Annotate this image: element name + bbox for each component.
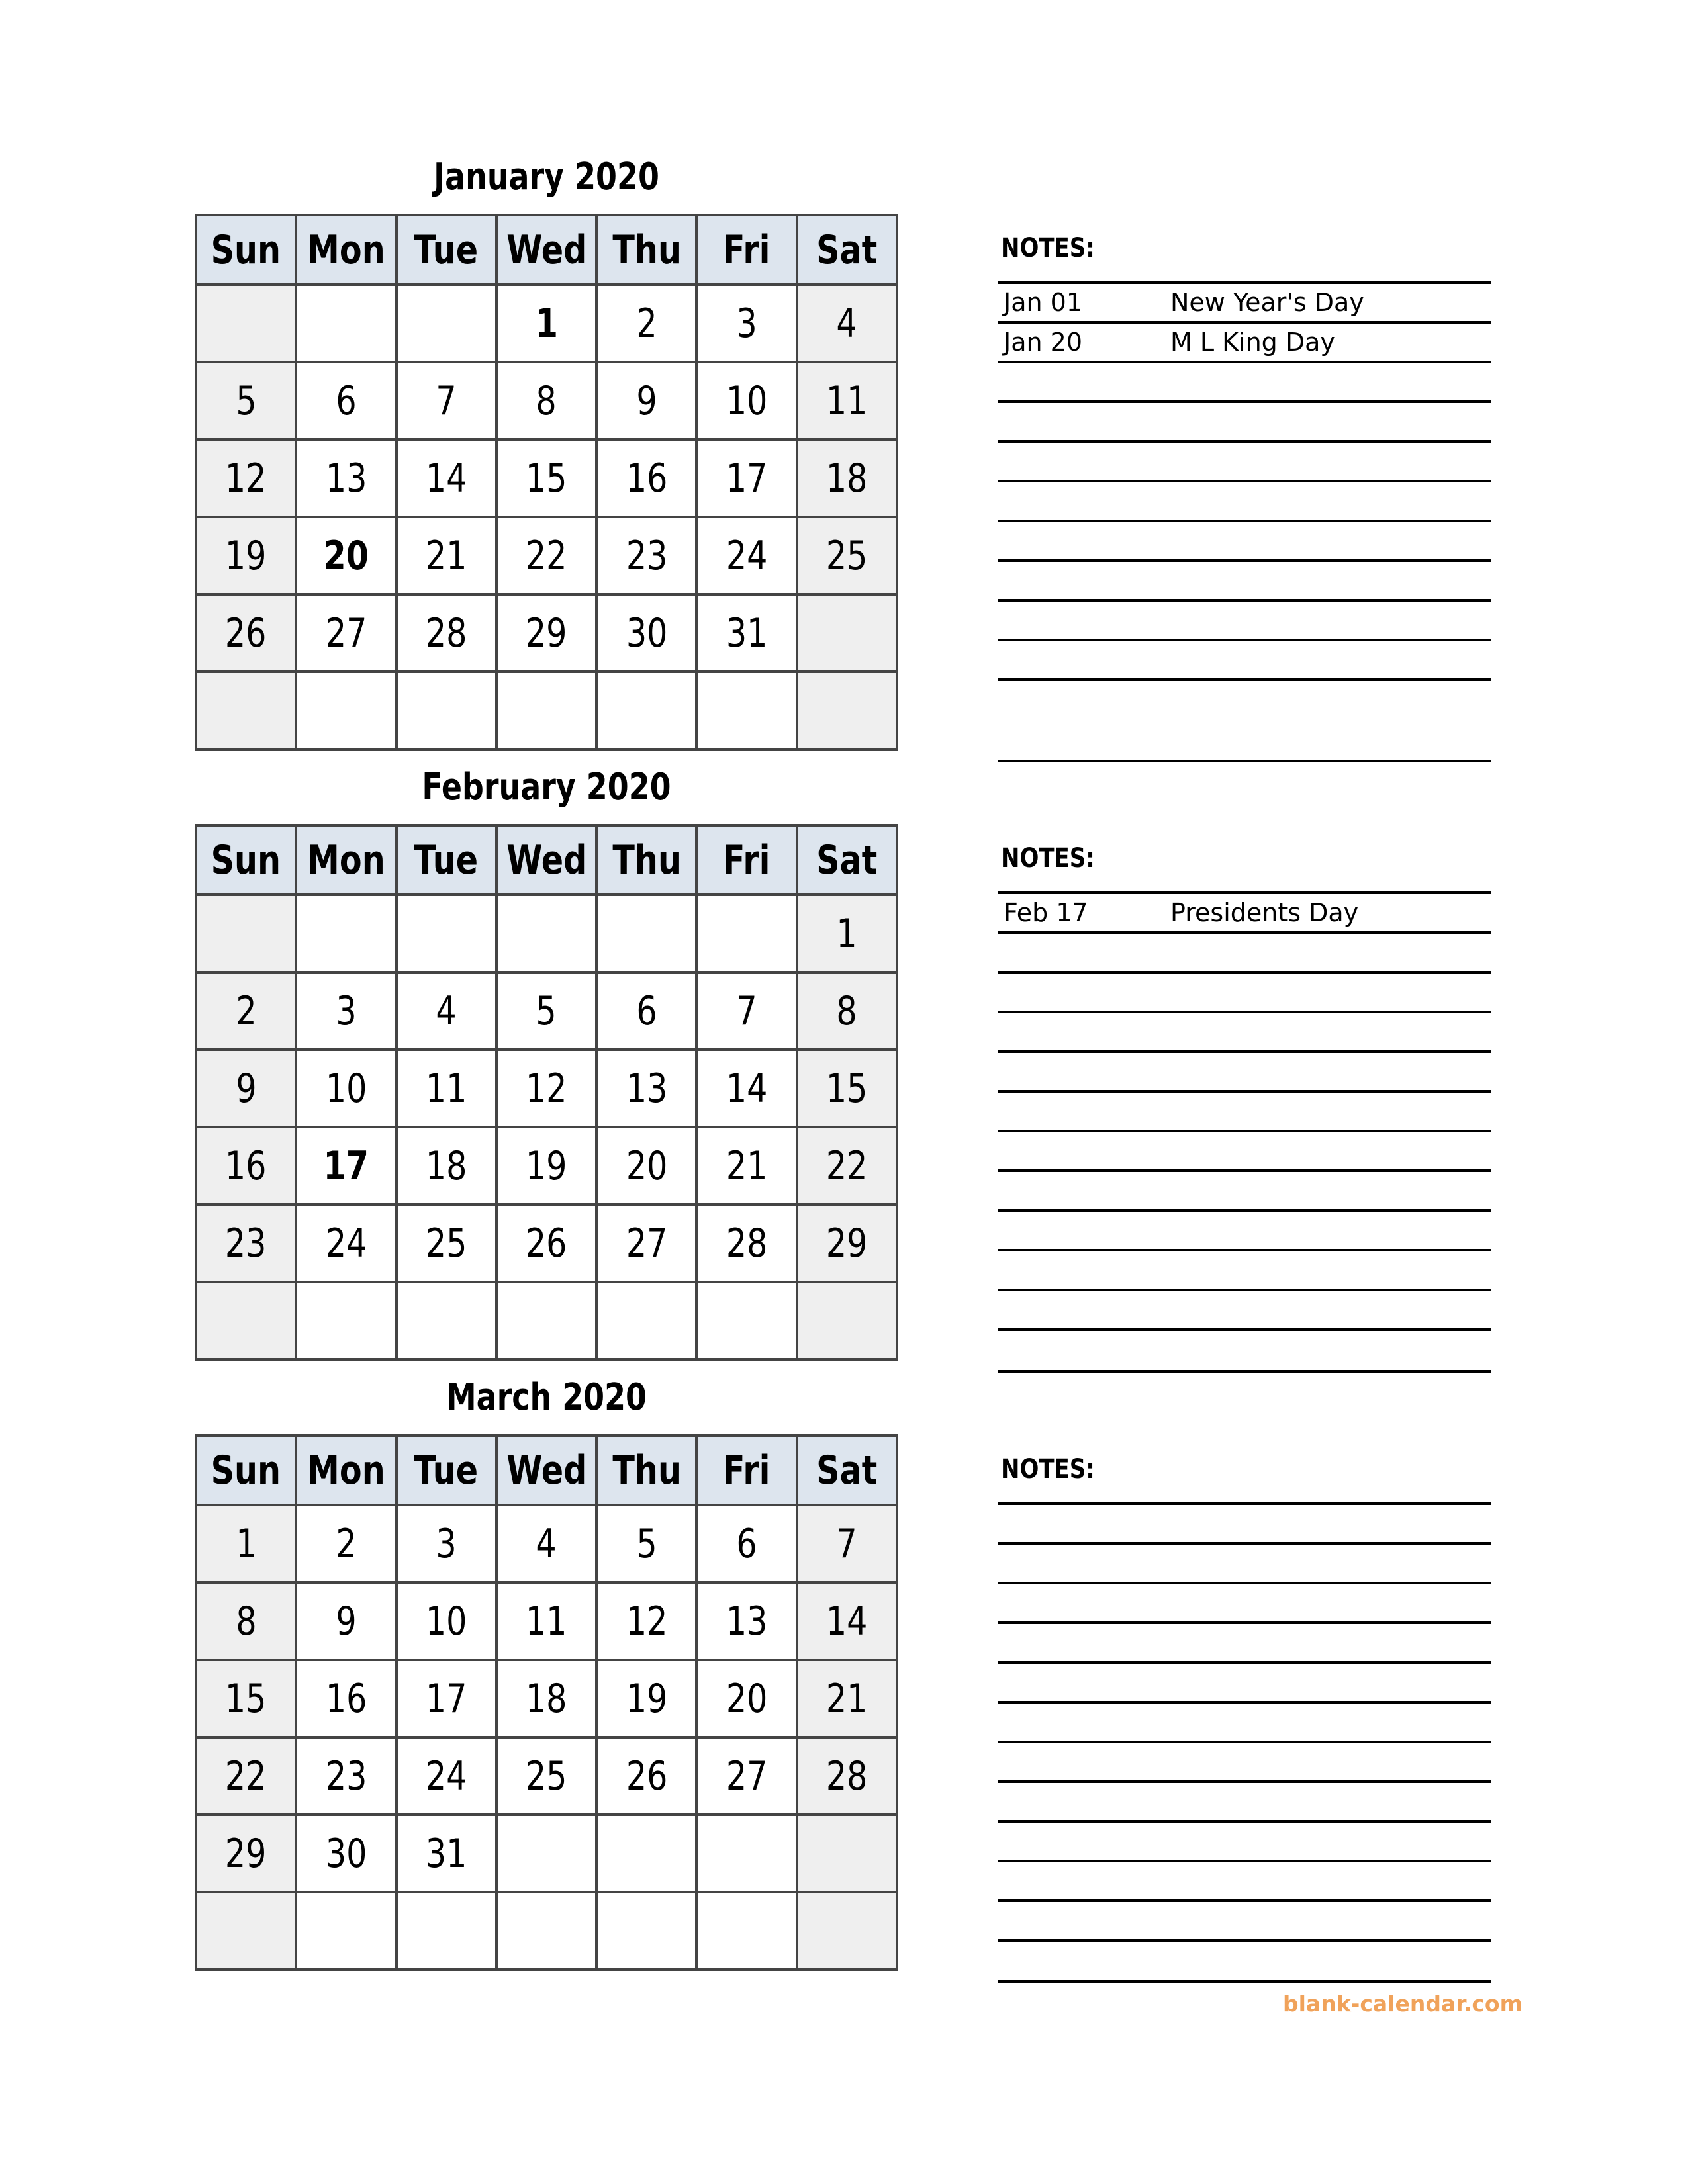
day-cell: 13 — [696, 1582, 796, 1660]
day-cell: 23 — [596, 517, 696, 594]
day-cell: 29 — [496, 594, 596, 672]
note-line — [998, 440, 1491, 443]
day-cell — [196, 672, 296, 749]
day-cell — [596, 895, 696, 972]
day-cell: 26 — [496, 1205, 596, 1282]
day-cell — [196, 1282, 296, 1359]
day-cell: 17 — [696, 439, 796, 517]
day-cell: 4 — [397, 972, 496, 1050]
weekday-header: Sat — [797, 825, 897, 895]
day-cell-holiday: 17 — [296, 1127, 396, 1205]
day-cell — [596, 1815, 696, 1892]
note-line — [998, 1249, 1491, 1251]
day-cell: 30 — [296, 1815, 396, 1892]
day-cell — [596, 1892, 696, 1970]
month-title: March 2020 — [445, 1376, 647, 1419]
day-cell: 25 — [397, 1205, 496, 1282]
day-cell: 16 — [196, 1127, 296, 1205]
day-cell: 13 — [296, 439, 396, 517]
day-cell — [397, 285, 496, 362]
note-line — [998, 1661, 1491, 1664]
day-cell: 4 — [496, 1505, 596, 1582]
day-cell — [296, 1282, 396, 1359]
day-cell — [696, 1892, 796, 1970]
weekday-header: Sat — [797, 215, 897, 285]
note-line — [998, 1542, 1491, 1545]
week-row — [196, 1050, 897, 1127]
day-cell: 9 — [596, 362, 696, 439]
day-cell — [596, 672, 696, 749]
note-line — [998, 1289, 1491, 1291]
day-cell: 5 — [596, 1505, 696, 1582]
day-cell: 10 — [696, 362, 796, 439]
day-cell: 19 — [196, 517, 296, 594]
weekday-header: Wed — [496, 215, 596, 285]
site-link[interactable]: blank-calendar.com — [1283, 1991, 1523, 2017]
day-cell: 20 — [696, 1660, 796, 1737]
note-line — [998, 400, 1491, 403]
weekday-header: Sun — [196, 215, 296, 285]
day-cell: 25 — [496, 1737, 596, 1815]
note-line — [998, 1621, 1491, 1624]
week-row — [196, 517, 897, 594]
day-cell: 22 — [496, 517, 596, 594]
day-cell: 28 — [797, 1737, 897, 1815]
day-cell: 19 — [596, 1660, 696, 1737]
day-cell: 27 — [696, 1737, 796, 1815]
note-line — [998, 361, 1491, 363]
day-cell: 4 — [797, 285, 897, 362]
week-row — [196, 1815, 897, 1892]
day-cell: 10 — [397, 1582, 496, 1660]
day-cell: 7 — [696, 972, 796, 1050]
day-cell: 26 — [196, 594, 296, 672]
week-row — [196, 1582, 897, 1660]
day-cell: 8 — [196, 1582, 296, 1660]
day-cell: 1 — [797, 895, 897, 972]
day-cell: 19 — [496, 1127, 596, 1205]
note-line — [998, 1820, 1491, 1823]
day-cell: 16 — [296, 1660, 396, 1737]
day-cell — [196, 895, 296, 972]
day-cell: 11 — [397, 1050, 496, 1127]
day-cell — [496, 895, 596, 972]
note-line — [998, 1169, 1491, 1172]
weekday-header: Fri — [696, 215, 796, 285]
day-cell: 17 — [397, 1660, 496, 1737]
day-cell — [696, 1815, 796, 1892]
weekday-header: Thu — [596, 825, 696, 895]
weekday-header: Tue — [397, 1435, 496, 1505]
day-cell: 5 — [496, 972, 596, 1050]
day-cell: 25 — [797, 517, 897, 594]
weekday-header: Wed — [496, 825, 596, 895]
week-row — [196, 285, 897, 362]
day-cell: 23 — [196, 1205, 296, 1282]
day-cell — [696, 1282, 796, 1359]
day-cell: 28 — [397, 594, 496, 672]
weekday-header: Mon — [296, 1435, 396, 1505]
note-line — [998, 480, 1491, 482]
note-line — [998, 891, 1491, 894]
note-text: Presidents Day — [1170, 898, 1359, 927]
day-cell — [496, 1815, 596, 1892]
day-cell: 24 — [397, 1737, 496, 1815]
weekday-header: Mon — [296, 825, 396, 895]
day-cell: 6 — [696, 1505, 796, 1582]
note-line — [998, 520, 1491, 522]
day-cell: 13 — [596, 1050, 696, 1127]
day-cell: 14 — [397, 439, 496, 517]
day-cell — [797, 672, 897, 749]
week-row — [196, 672, 897, 749]
day-cell — [496, 1282, 596, 1359]
note-line — [998, 321, 1491, 324]
note-line — [998, 1328, 1491, 1331]
week-row — [196, 972, 897, 1050]
month-title: January 2020 — [434, 156, 659, 199]
month-title: February 2020 — [422, 766, 671, 809]
note-line — [998, 1090, 1491, 1093]
note-date: Jan 20 — [1004, 328, 1083, 357]
day-cell — [196, 285, 296, 362]
note-line — [998, 1860, 1491, 1862]
day-cell: 7 — [397, 362, 496, 439]
note-line — [998, 678, 1491, 681]
day-cell: 18 — [397, 1127, 496, 1205]
month-grid-february — [195, 824, 898, 1361]
weekday-header-row — [196, 215, 897, 285]
day-cell: 31 — [696, 594, 796, 672]
month-grid-january — [195, 214, 898, 751]
weekday-header-row — [196, 825, 897, 895]
day-cell — [797, 594, 897, 672]
day-cell — [797, 1282, 897, 1359]
day-cell: 22 — [196, 1737, 296, 1815]
weekday-header: Mon — [296, 215, 396, 285]
day-cell-holiday: 1 — [496, 285, 596, 362]
note-line — [998, 1502, 1491, 1505]
day-cell: 28 — [696, 1205, 796, 1282]
note-line — [998, 760, 1491, 762]
note-line — [998, 599, 1491, 602]
week-row — [196, 1205, 897, 1282]
day-cell: 20 — [596, 1127, 696, 1205]
day-cell: 8 — [496, 362, 596, 439]
day-cell: 12 — [496, 1050, 596, 1127]
day-cell: 9 — [296, 1582, 396, 1660]
day-cell: 24 — [296, 1205, 396, 1282]
day-cell: 23 — [296, 1737, 396, 1815]
day-cell: 31 — [397, 1815, 496, 1892]
day-cell: 6 — [596, 972, 696, 1050]
weekday-header: Sun — [196, 1435, 296, 1505]
day-cell: 2 — [296, 1505, 396, 1582]
week-row — [196, 594, 897, 672]
week-row — [196, 1660, 897, 1737]
day-cell: 30 — [596, 594, 696, 672]
day-cell — [496, 672, 596, 749]
note-line — [998, 1370, 1491, 1373]
note-line — [998, 1011, 1491, 1013]
day-cell: 26 — [596, 1737, 696, 1815]
note-line — [998, 1701, 1491, 1704]
day-cell: 10 — [296, 1050, 396, 1127]
day-cell: 21 — [696, 1127, 796, 1205]
day-cell — [296, 1892, 396, 1970]
day-cell — [397, 672, 496, 749]
day-cell: 3 — [397, 1505, 496, 1582]
weekday-header: Fri — [696, 1435, 796, 1505]
weekday-header: Tue — [397, 825, 496, 895]
note-line — [998, 281, 1491, 284]
note-text: M L King Day — [1170, 328, 1335, 357]
note-line — [998, 559, 1491, 562]
day-cell: 15 — [196, 1660, 296, 1737]
weekday-header: Thu — [596, 1435, 696, 1505]
week-row — [196, 362, 897, 439]
note-line — [998, 1582, 1491, 1584]
day-cell — [696, 895, 796, 972]
day-cell: 5 — [196, 362, 296, 439]
notes-label: NOTES: — [1001, 1454, 1095, 1484]
day-cell: 15 — [797, 1050, 897, 1127]
day-cell: 8 — [797, 972, 897, 1050]
note-date: Feb 17 — [1004, 898, 1088, 927]
day-cell: 29 — [196, 1815, 296, 1892]
day-cell — [797, 1815, 897, 1892]
weekday-header-row — [196, 1435, 897, 1505]
note-text: New Year's Day — [1170, 288, 1364, 317]
week-row — [196, 439, 897, 517]
week-row — [196, 1892, 897, 1970]
day-cell — [296, 672, 396, 749]
day-cell — [296, 285, 396, 362]
day-cell: 2 — [196, 972, 296, 1050]
day-cell-holiday: 20 — [296, 517, 396, 594]
day-cell: 9 — [196, 1050, 296, 1127]
day-cell — [296, 895, 396, 972]
weekday-header: Tue — [397, 215, 496, 285]
week-row — [196, 895, 897, 972]
note-line — [998, 1980, 1491, 1983]
day-cell: 22 — [797, 1127, 897, 1205]
day-cell: 14 — [797, 1582, 897, 1660]
day-cell: 11 — [797, 362, 897, 439]
weekday-header: Fri — [696, 825, 796, 895]
day-cell: 12 — [596, 1582, 696, 1660]
weekday-header: Wed — [496, 1435, 596, 1505]
day-cell: 3 — [296, 972, 396, 1050]
day-cell: 6 — [296, 362, 396, 439]
day-cell: 27 — [596, 1205, 696, 1282]
note-line — [998, 1939, 1491, 1942]
week-row — [196, 1127, 897, 1205]
week-row — [196, 1282, 897, 1359]
day-cell: 21 — [797, 1660, 897, 1737]
notes-label: NOTES: — [1001, 843, 1095, 874]
note-line — [998, 1130, 1491, 1132]
day-cell: 15 — [496, 439, 596, 517]
day-cell — [397, 1282, 496, 1359]
day-cell: 24 — [696, 517, 796, 594]
day-cell: 12 — [196, 439, 296, 517]
day-cell: 2 — [596, 285, 696, 362]
day-cell: 21 — [397, 517, 496, 594]
day-cell — [596, 1282, 696, 1359]
day-cell — [397, 1892, 496, 1970]
day-cell: 7 — [797, 1505, 897, 1582]
day-cell: 14 — [696, 1050, 796, 1127]
day-cell — [797, 1892, 897, 1970]
notes-label: NOTES: — [1001, 233, 1095, 263]
note-line — [998, 1741, 1491, 1743]
day-cell: 11 — [496, 1582, 596, 1660]
note-date: Jan 01 — [1004, 288, 1083, 317]
weekday-header: Thu — [596, 215, 696, 285]
note-line — [998, 931, 1491, 934]
note-line — [998, 1209, 1491, 1212]
day-cell: 3 — [696, 285, 796, 362]
weekday-header: Sat — [797, 1435, 897, 1505]
weekday-header: Sun — [196, 825, 296, 895]
month-grid-march — [195, 1434, 898, 1971]
day-cell — [397, 895, 496, 972]
day-cell — [696, 672, 796, 749]
note-line — [998, 971, 1491, 974]
week-row — [196, 1737, 897, 1815]
day-cell: 18 — [797, 439, 897, 517]
day-cell: 18 — [496, 1660, 596, 1737]
note-line — [998, 639, 1491, 641]
note-line — [998, 1899, 1491, 1902]
note-line — [998, 1050, 1491, 1053]
note-line — [998, 1780, 1491, 1783]
day-cell: 16 — [596, 439, 696, 517]
day-cell: 27 — [296, 594, 396, 672]
day-cell — [196, 1892, 296, 1970]
day-cell — [496, 1892, 596, 1970]
week-row — [196, 1505, 897, 1582]
day-cell: 1 — [196, 1505, 296, 1582]
day-cell: 29 — [797, 1205, 897, 1282]
